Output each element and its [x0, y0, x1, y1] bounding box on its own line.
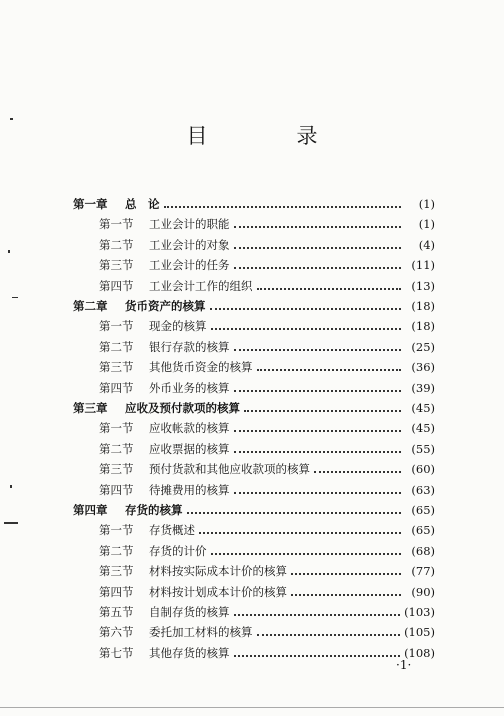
toc-chapter-row — [73, 293, 435, 313]
dot-leader — [234, 645, 401, 657]
dot-leader — [234, 339, 402, 351]
toc-chapter-row — [73, 497, 435, 517]
toc-section-row — [99, 579, 435, 599]
dot-leader — [234, 441, 402, 453]
toc-section-row — [99, 436, 435, 456]
page-reference: (77) — [411, 564, 435, 579]
section-number: 第三节 — [99, 462, 134, 477]
dot-leader — [164, 196, 402, 208]
section-title: 应收帐款的核算 — [149, 421, 230, 436]
page-reference: (45) — [411, 421, 435, 436]
dot-leader — [211, 543, 402, 555]
section-number: 第六节 — [99, 625, 134, 640]
section-number: 第五节 — [99, 605, 134, 619]
section-title: 现金的核算 — [149, 319, 207, 334]
section-title: 委托加工材料的核算 — [149, 625, 253, 640]
section-title: 工业会计的职能 — [149, 217, 230, 232]
toc-section-row — [99, 558, 435, 578]
page-reference: (1) — [418, 197, 435, 211]
page-number: ·1· — [396, 658, 412, 672]
chapter-number: 第二章 — [73, 299, 108, 313]
page-reference: (108) — [404, 645, 435, 660]
page-reference: (65) — [411, 503, 435, 517]
dot-leader — [257, 624, 401, 636]
chapter-title: 总 论 — [125, 197, 160, 211]
scan-speck — [10, 118, 13, 120]
section-number: 第三节 — [99, 258, 134, 273]
section-number: 第七节 — [99, 645, 134, 660]
page-reference: (1) — [418, 217, 435, 232]
dot-leader — [234, 216, 402, 228]
toc-section-row — [99, 375, 435, 395]
section-title: 待摊费用的核算 — [149, 482, 230, 497]
section-title: 材料按实际成本计价的核算 — [149, 564, 287, 579]
section-number: 第四节 — [99, 278, 134, 293]
page-title: 目 录 — [186, 124, 352, 148]
section-number: 第一节 — [99, 523, 134, 538]
section-number: 第四节 — [99, 482, 134, 497]
page-reference: (18) — [411, 319, 435, 334]
section-title: 材料按计划成本计价的核算 — [149, 584, 287, 599]
page-reference: (25) — [411, 339, 435, 354]
page-reference: (90) — [411, 584, 435, 599]
toc-section-row — [99, 517, 435, 537]
section-title: 外币业务的核算 — [149, 380, 230, 395]
dot-leader — [210, 298, 402, 310]
section-title: 存货的计价 — [149, 543, 207, 558]
toc-section-row — [99, 477, 435, 497]
scan-speck — [4, 522, 18, 524]
scan-speck — [12, 297, 18, 298]
chapter-title: 应收及预付款项的核算 — [125, 401, 240, 415]
section-number: 第二节 — [99, 441, 134, 456]
page-reference: (11) — [411, 258, 435, 273]
toc-chapter-row — [73, 395, 435, 415]
section-title: 银行存款的核算 — [149, 339, 230, 354]
dot-leader — [234, 604, 401, 616]
dot-leader — [234, 237, 402, 249]
toc-section-row — [99, 354, 435, 374]
section-title: 应收票据的核算 — [149, 441, 230, 456]
page-reference: (13) — [411, 278, 435, 293]
dot-leader — [187, 502, 402, 514]
section-title: 工业会计工作的组织 — [149, 278, 253, 293]
dot-leader — [257, 359, 402, 371]
toc-section-row — [99, 273, 435, 293]
scan-speck — [8, 250, 10, 253]
section-number: 第二节 — [99, 339, 134, 354]
bottom-rule — [0, 707, 504, 708]
dot-leader — [257, 278, 402, 290]
chapter-number: 第四章 — [73, 503, 108, 517]
toc-section-row — [99, 456, 435, 476]
toc-section-row — [99, 415, 435, 435]
section-title: 工业会计的对象 — [149, 237, 230, 252]
toc-section-row — [99, 232, 435, 252]
chapter-number: 第一章 — [73, 197, 108, 211]
dot-leader — [244, 400, 401, 412]
page-reference: (68) — [411, 543, 435, 558]
section-number: 第四节 — [99, 584, 134, 599]
chapter-number: 第三章 — [73, 401, 108, 415]
page-reference: (65) — [411, 523, 435, 538]
section-number: 第四节 — [99, 380, 134, 395]
scan-speck — [10, 485, 12, 488]
toc-section-row — [99, 619, 435, 639]
section-number: 第一节 — [99, 421, 134, 436]
section-number: 第一节 — [99, 319, 134, 334]
dot-leader — [234, 482, 402, 494]
page-reference: (4) — [418, 237, 435, 252]
toc-section-row — [99, 252, 435, 272]
toc-section-row — [99, 640, 435, 660]
dot-leader — [291, 584, 401, 596]
section-number: 第一节 — [99, 217, 134, 232]
page-reference: (103) — [404, 605, 435, 619]
dot-leader — [234, 420, 402, 432]
dot-leader — [234, 257, 402, 269]
page-reference: (60) — [411, 462, 435, 477]
section-number: 第二节 — [99, 237, 134, 252]
page-reference: (63) — [411, 482, 435, 497]
page-reference: (55) — [411, 441, 435, 456]
page-reference: (36) — [411, 360, 435, 375]
page-reference: (45) — [411, 401, 435, 415]
section-number: 第三节 — [99, 360, 134, 375]
toc-section-row — [99, 599, 435, 619]
toc-section-row — [99, 334, 435, 354]
section-title: 工业会计的任务 — [149, 258, 230, 273]
chapter-title: 存货的核算 — [125, 503, 183, 517]
page-reference: (105) — [404, 625, 435, 640]
section-title: 自制存货的核算 — [149, 605, 230, 619]
toc-section-row — [99, 211, 435, 231]
section-title: 存货概述 — [149, 523, 195, 538]
dot-leader — [199, 522, 401, 534]
section-title: 其他存货的核算 — [149, 645, 230, 660]
toc-section-row — [99, 538, 435, 558]
section-title: 预付货款和其他应收款项的核算 — [149, 462, 310, 477]
toc-chapter-row — [73, 191, 435, 211]
dot-leader — [234, 380, 402, 392]
section-number: 第二节 — [99, 543, 134, 558]
page-reference: (18) — [411, 299, 435, 313]
dot-leader — [211, 318, 402, 330]
chapter-title: 货币资产的核算 — [125, 299, 206, 313]
page-reference: (39) — [411, 380, 435, 395]
toc-section-row — [99, 313, 435, 333]
dot-leader — [291, 563, 401, 575]
section-number: 第三节 — [99, 564, 134, 579]
dot-leader — [314, 461, 401, 473]
section-title: 其他货币资金的核算 — [149, 360, 253, 375]
